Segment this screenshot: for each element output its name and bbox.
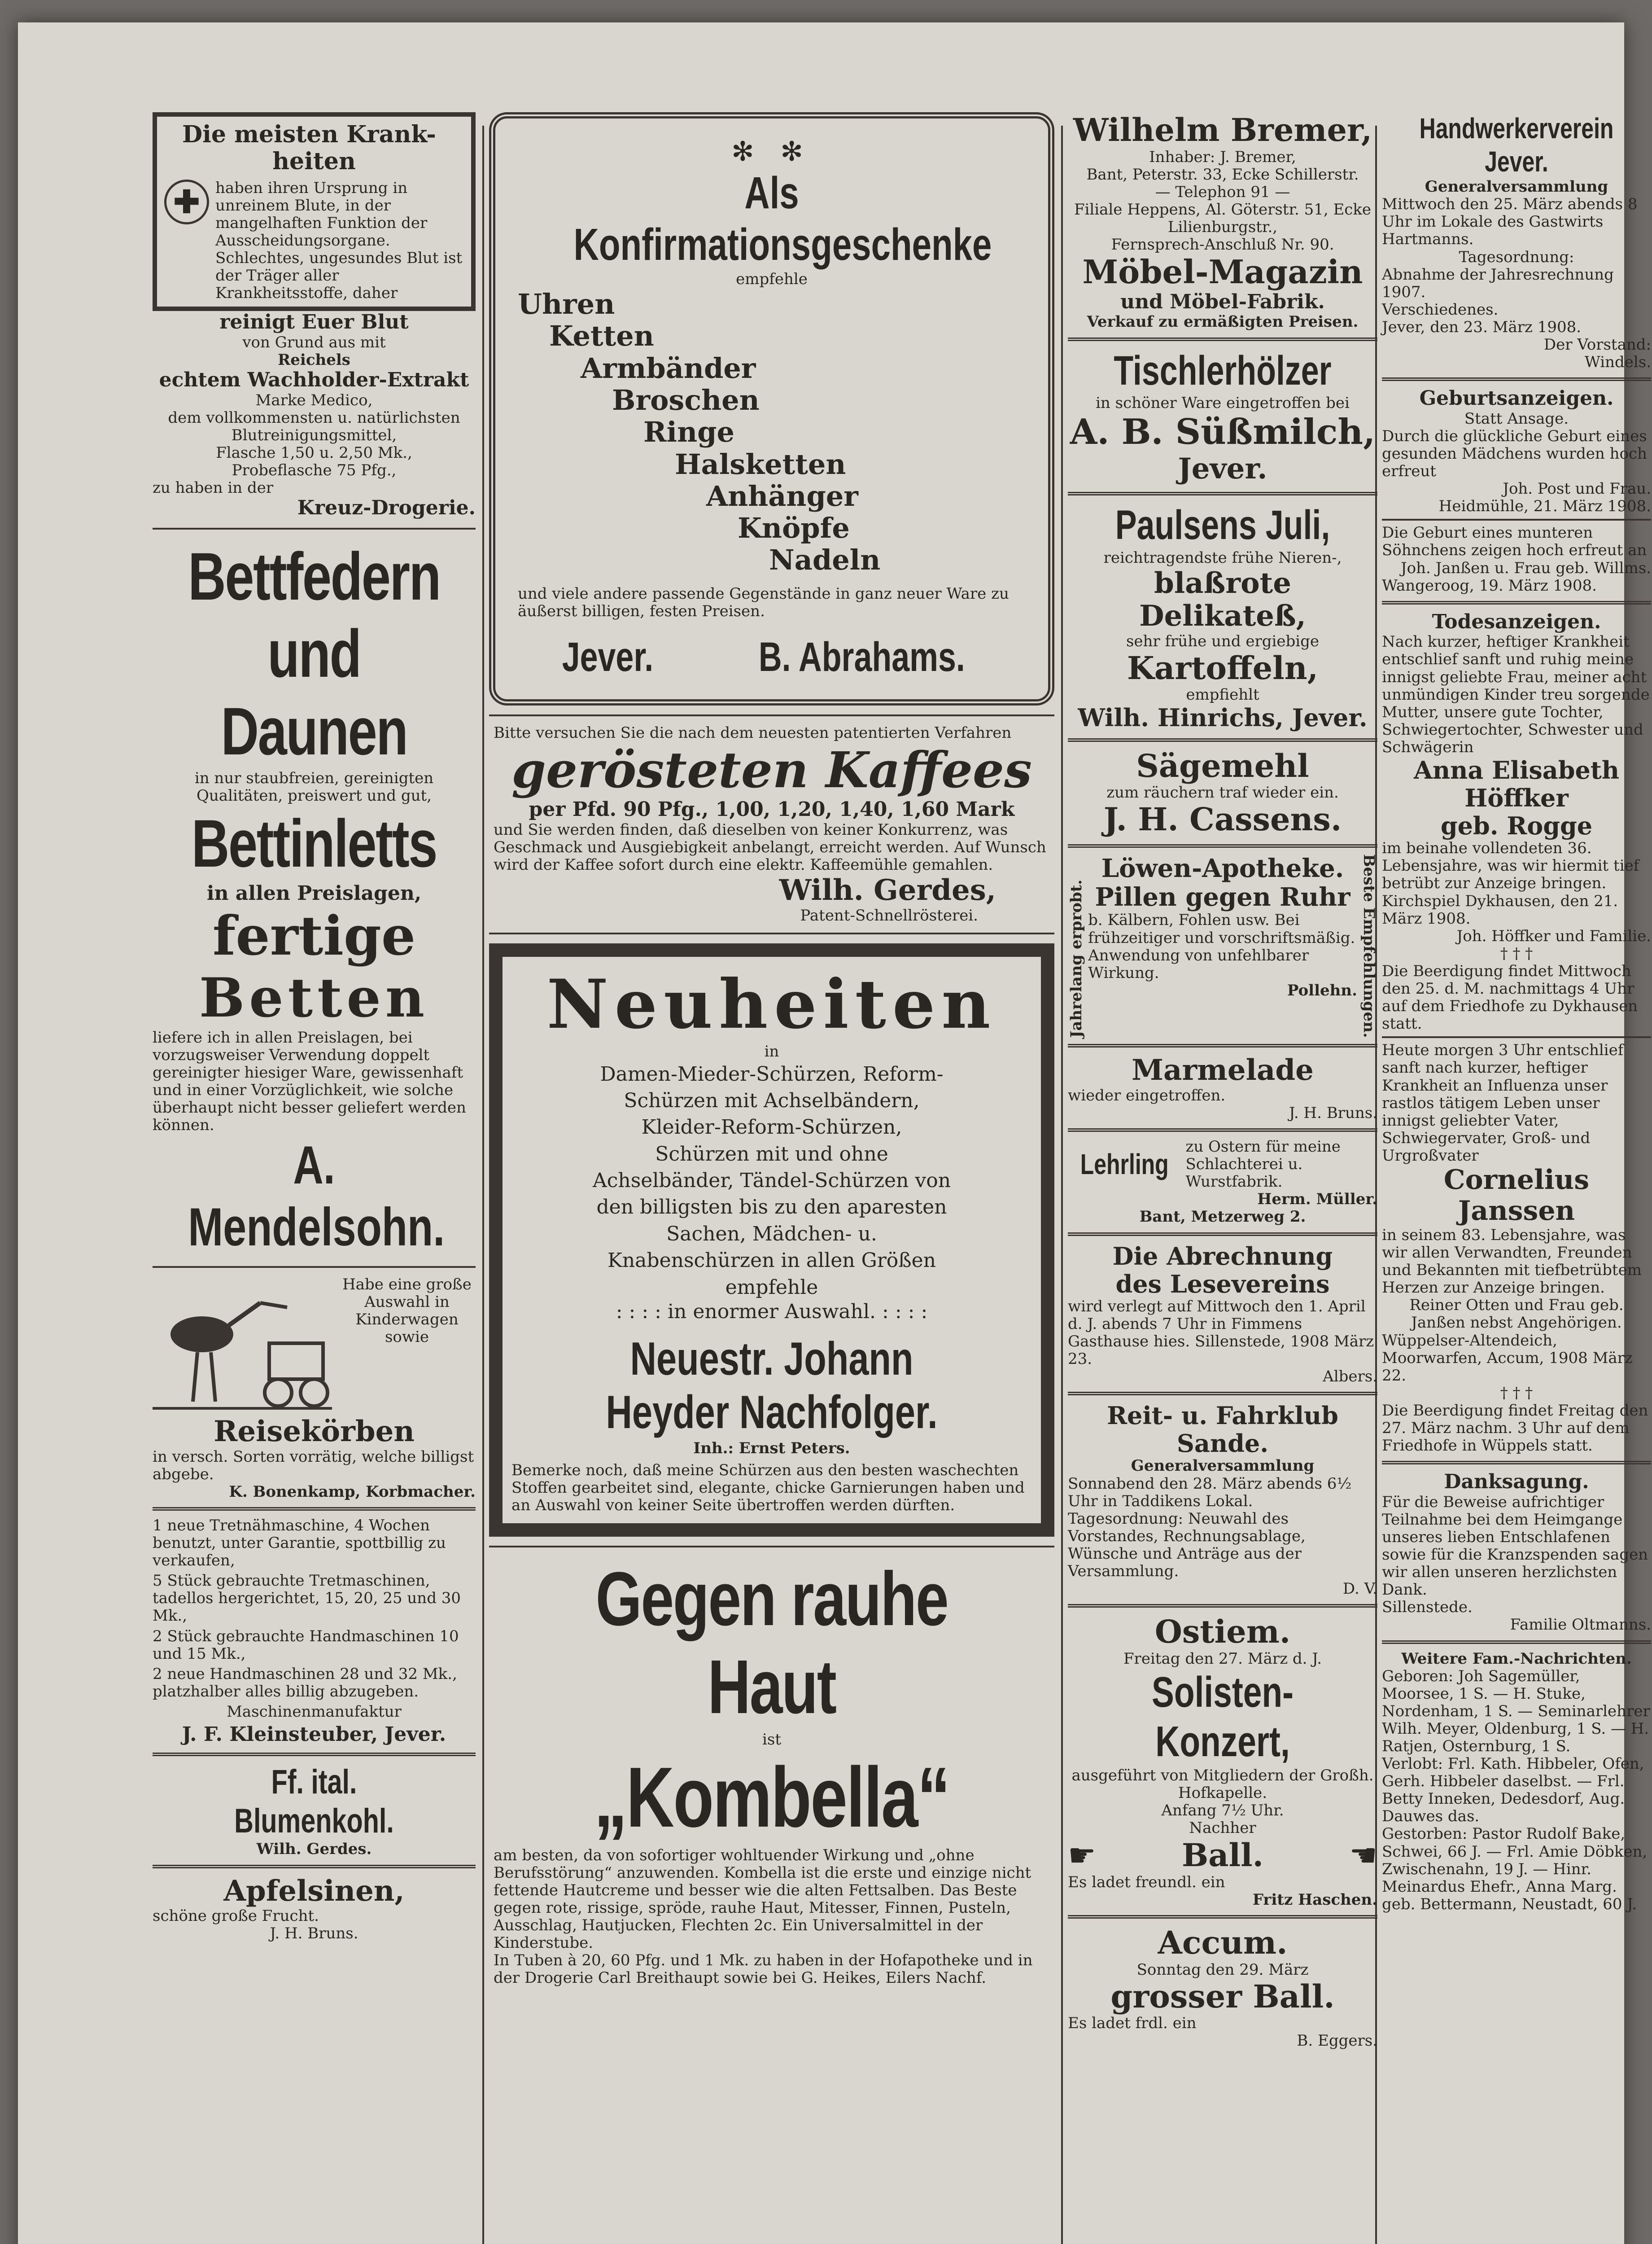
gift-item-list bbox=[518, 288, 1026, 576]
column-rule bbox=[482, 126, 484, 2244]
seller-name: J. H. Bruns. bbox=[270, 1924, 358, 1943]
ad-text: Sonntag den 29. März bbox=[1136, 1960, 1309, 1979]
ad-headline: Wilhelm Bremer, bbox=[1073, 111, 1372, 149]
ad-text: Bant, Peterstr. 33, Ecke Schillerstr. bbox=[1086, 165, 1359, 184]
section-heading: Danksagung. bbox=[1444, 1470, 1589, 1494]
ad-reading-club bbox=[1068, 1242, 1377, 1386]
cross-icon: † † † bbox=[1500, 1384, 1533, 1402]
gift-item: Ringe bbox=[643, 416, 734, 449]
ad-text: 2 neue Handmaschinen 28 und 32 Mk., platzhalber alles billig abzugeben. bbox=[153, 1665, 457, 1701]
place-name: Jever. bbox=[1178, 452, 1267, 486]
ad-text: empfehle bbox=[736, 270, 808, 288]
ad-headline: Gegen rauhe Haut bbox=[595, 1556, 948, 1730]
ad-marmalade bbox=[1068, 1054, 1377, 1122]
birth-notices bbox=[1382, 387, 1651, 595]
ad-text: schöne große Frucht. bbox=[153, 1907, 319, 1925]
ad-text: In Tuben à 20, 60 Pfg. und 1 Mk. zu haben in der Hofapotheke und in der Drogerie Carl Breithaupt sowie bei G. Heikes, Eilers Nachf. bbox=[494, 1951, 1033, 1987]
ad-text: Anfang 7½ Uhr. bbox=[1161, 1801, 1284, 1819]
ad-headline: Ball. bbox=[1181, 1836, 1264, 1874]
ad-text: 2 Stück gebrauchte Handmaschinen 10 und 15 Mk., bbox=[153, 1627, 459, 1663]
ad-text: liefere ich in allen Preislagen, bei vorzugsweiser Verwendung doppelt gereinigter hiesiger Ware, gewissenhaft und in einer Vorzüglichkeit, wie solche überhaupt nicht besser geliefert werden können. bbox=[153, 1028, 466, 1135]
ad-headline: Paulsens Juli, bbox=[1115, 502, 1330, 548]
ad-text: reichtragendste frühe Nieren-, bbox=[1103, 548, 1342, 567]
ad-text: 5 Stück gebrauchte Tretmaschinen, tadellos hergerichtet, 15, 20, 25 und 30 Mk., bbox=[153, 1572, 461, 1625]
ad-text: Maschinenmanufaktur bbox=[227, 1702, 402, 1721]
seller-name: J. H. Cassens. bbox=[1103, 801, 1342, 838]
deceased-name: Anna Elisabeth Höffker bbox=[1413, 756, 1620, 813]
section-heading: Weitere Fam.-Nachrichten. bbox=[1401, 1649, 1632, 1668]
ad-text: Verschiedenes. bbox=[1382, 300, 1499, 319]
ad-headline: Sande. bbox=[1176, 1429, 1269, 1458]
ad-headline: Neuheiten bbox=[546, 964, 997, 1044]
gift-item: Uhren bbox=[518, 288, 615, 321]
ad-headline: Apfelsinen, bbox=[223, 1874, 405, 1908]
pointing-hand-icon: ☚ bbox=[1349, 1836, 1377, 1874]
newspaper-page bbox=[18, 22, 1651, 2244]
ad-text: Geboren: Joh Sagemüller, Moorsee, 1 S. — H. Stuke, Nordenham, 1 S. — Seminarlehrer Wilh. Meyer, Oldenburg, 1 S. — H. Ratjen, Osternburg, 1 S. bbox=[1382, 1667, 1650, 1755]
ornament-icon: ✻ ✻ bbox=[731, 136, 812, 167]
ad-text: Flasche 1,50 u. 2,50 Mk., bbox=[216, 443, 412, 462]
column-4 bbox=[1382, 112, 1651, 1913]
column-2 bbox=[489, 112, 1054, 1987]
ad-text: : : : : in enormer Auswahl. : : : : bbox=[616, 1300, 928, 1324]
ad-headline: Sägemehl bbox=[1136, 747, 1309, 785]
ad-text: Tagesordnung: Neuwahl des Vorstandes, Rechnungsablage, Wünsche und Anträge aus der Versammlung. bbox=[1068, 1509, 1306, 1580]
ad-coffee bbox=[489, 724, 1054, 925]
product-name: Pillen gegen Ruhr bbox=[1095, 882, 1350, 912]
column-1 bbox=[153, 112, 476, 1942]
deceased-name: Cornelius Janssen bbox=[1443, 1164, 1590, 1227]
ad-headline: Löwen-Apotheke. bbox=[1101, 853, 1344, 883]
column-3 bbox=[1068, 112, 1377, 2050]
ad-headline: und Möbel-Fabrik. bbox=[1120, 290, 1325, 313]
seller-name: A. B. Süßmilch, bbox=[1070, 412, 1376, 453]
ad-text: Die Beerdigung findet Mittwoch den 25. d. M. nachmittags 4 Uhr auf dem Friedhofe zu Dykhausen statt. bbox=[1382, 962, 1638, 1033]
ad-text: Reiner Otten und Frau geb. Janßen nebst Angehörigen. bbox=[1409, 1296, 1624, 1332]
ad-timber bbox=[1068, 347, 1377, 486]
ad-headline: Lehrling bbox=[1080, 1148, 1169, 1180]
ad-text: Filiale Heppens, Al. Göterstr. 51, Ecke Lilienburgstr., bbox=[1074, 200, 1372, 236]
section-heading: Todesanzeigen. bbox=[1432, 610, 1601, 633]
ad-text: Gestorben: Pastor Rudolf Bake, Schwei, 66 J. — Frl. Amie Döbken, Zwischenahn, 19 J. — Hinr. Meinardus Ehefr., Anna Marg. geb. Bettermann, Neustadt, 60 J. bbox=[1382, 1825, 1648, 1913]
ad-text: Joh. Janßen u. Frau geb. Willms. bbox=[1400, 559, 1651, 577]
seller-name: Wilh. Gerdes, bbox=[779, 873, 996, 907]
ad-apprentice bbox=[1068, 1138, 1377, 1226]
ad-text: Verkauf zu ermäßigten Preisen. bbox=[1087, 313, 1359, 331]
ad-text: Mittwoch den 25. März abends 8 Uhr im Lokale des Gastwirts Hartmanns. bbox=[1382, 195, 1638, 249]
ad-text: wieder eingetroffen. bbox=[1068, 1086, 1226, 1104]
ad-sawdust bbox=[1068, 748, 1377, 838]
seller-name: D. V. bbox=[1342, 1580, 1377, 1598]
seller-name: A. Mendelsohn. bbox=[188, 1135, 445, 1258]
red-cross-icon: ✚ bbox=[164, 180, 209, 224]
seller-name: J. F. Kleinsteuber, Jever. bbox=[182, 1723, 446, 1746]
gift-item: Knöpfe bbox=[738, 512, 850, 545]
ad-text: Bemerke noch, daß meine Schürzen aus den besten waschechten Stoffen gearbeitet sind, elegante, chicke Garnierungen haben und an Auswahl von keiner Seite übertroffen werden dürften. bbox=[511, 1461, 1025, 1515]
gift-item: Halsketten bbox=[675, 447, 846, 481]
ad-craftsmen-association bbox=[1382, 112, 1651, 371]
ad-text: sehr frühe und ergiebige bbox=[1126, 632, 1320, 650]
gift-item: Armbänder bbox=[581, 351, 756, 385]
ad-headline: Handwerkerverein Jever. bbox=[1419, 112, 1614, 178]
ad-text: Sonnabend den 28. März abends 6½ Uhr in Taddikens Lokal. bbox=[1068, 1474, 1352, 1510]
ad-text: in bbox=[764, 1043, 779, 1061]
ad-text: Kirchspiel Dykhausen, den 21. März 1908. bbox=[1382, 892, 1618, 928]
ad-text: in versch. Sorten vorrätig, welche billigst abgebe. bbox=[153, 1447, 474, 1483]
ad-text: Bitte versuchen Sie die nach dem neuesten patentierten Verfahren bbox=[494, 723, 1012, 742]
ad-text: Wüppelser-Altendeich, Moorwarfen, Accum, 1908 März 22. bbox=[1382, 1331, 1633, 1385]
ad-text: Joh. Höffker und Familie. bbox=[1456, 927, 1651, 945]
ad-text: Reichels bbox=[278, 351, 350, 369]
ad-text: Der Vorstand: bbox=[1543, 336, 1651, 354]
gift-item: Nadeln bbox=[769, 543, 881, 577]
ad-potatoes bbox=[1068, 502, 1377, 732]
ad-headline: Reit- u. Fahrklub bbox=[1107, 1401, 1338, 1430]
ad-headline: Marmelade bbox=[1132, 1053, 1314, 1087]
stork-pram-icon bbox=[153, 1276, 332, 1415]
seller-name: Herm. Müller. bbox=[1257, 1190, 1377, 1209]
ad-text: Sillenstede. bbox=[1382, 1598, 1473, 1617]
ad-text: ist bbox=[762, 1731, 781, 1749]
gift-item: Broschen bbox=[612, 383, 760, 416]
ad-headline: gerösteten Kaffees bbox=[511, 741, 1032, 799]
ad-callout: reinigt Euer Blut bbox=[219, 311, 409, 334]
ad-text: zu Ostern für meine Schlachterei u. Wurstfabrik. bbox=[1185, 1138, 1341, 1191]
ad-subheadline: Generalversammlung bbox=[1425, 178, 1608, 196]
seller-name: Windels. bbox=[1584, 353, 1651, 372]
ad-text: Nach kurzer, heftiger Krankheit entschlief sanft und ruhig meine innigst geliebte Frau, meiner acht unmündigen Kinder treu sorgende Mutter, unsere gute Tochter, Schwiegertochter, Schwester und Schwägerin bbox=[1382, 633, 1650, 756]
ad-text: Für die Beweise aufrichtiger Teilnahme bei dem Heimgange unseres lieben Entschlafenen sowie für die Kranzspenden sagen wir allen unseren herzlichsten Dank. bbox=[1382, 1493, 1648, 1599]
seller-name: Albers. bbox=[1323, 1367, 1377, 1386]
price-line: per Pfd. 90 Pfg., 1,00, 1,20, 1,40, 1,60 Mark bbox=[529, 798, 1015, 821]
ad-text: Die Geburt eines munteren Söhnchens zeigen hoch erfreut an bbox=[1382, 524, 1647, 560]
ad-headline: Die meisten Krank- bbox=[182, 121, 436, 148]
ad-oranges bbox=[153, 1875, 476, 1943]
ad-text: ausgeführt von Mitgliedern der Großh. Hofkapelle. bbox=[1071, 1766, 1374, 1802]
ad-headline: blaßrote Delikateß, bbox=[1139, 566, 1306, 633]
ad-text: Statt Ansage. bbox=[1464, 409, 1569, 428]
ad-text: Marke Medico, bbox=[255, 391, 373, 409]
ad-text: Abnahme der Jahresrechnung 1907. bbox=[1382, 265, 1614, 301]
seller-name: B. Abrahams. bbox=[758, 634, 965, 680]
ad-text: Verlobt: Frl. Kath. Hibbeler, Ofen, Gerh. Hibbeler daselbst. — Frl. Betty Inneken, Dedesdorf, Aug. Dauwes das. bbox=[1382, 1755, 1644, 1826]
ad-text: von Grund aus mit bbox=[242, 333, 386, 351]
ad-text: zum räuchern traf wieder ein. bbox=[1106, 784, 1339, 802]
gift-item: Ketten bbox=[549, 320, 654, 353]
ad-sewing-machines bbox=[153, 1517, 476, 1746]
product-name: „Kombella“ bbox=[594, 1750, 949, 1845]
place-name: Jever. bbox=[562, 634, 654, 680]
ad-text: und viele andere passende Gegenstände in ganz neuer Ware zu äußerst billigen, festen Preisen. bbox=[518, 584, 1009, 620]
ad-subheadline: Generalversammlung bbox=[1131, 1457, 1315, 1475]
side-caption: Jahrelang erprobt. bbox=[1067, 879, 1085, 1038]
ad-bedding bbox=[153, 538, 476, 1258]
seller-name: Familie Oltmanns. bbox=[1510, 1616, 1651, 1634]
ad-text: Wangeroog, 19. März 1908. bbox=[1382, 576, 1597, 595]
ad-text: und Sie werden finden, daß dieselben von keiner Konkurrenz, was Geschmack und Ausgiebigkeit anbelangt, erreicht werden. Auf Wunsch wird der Kaffee sofort durch eine elektr. Kaffeemühle gemahlen. bbox=[494, 820, 1046, 874]
ad-headline: Bettinletts bbox=[191, 806, 437, 881]
ad-text: in schöner Ware eingetroffen bei bbox=[1096, 394, 1350, 412]
ad-text: Es ladet frdl. ein bbox=[1068, 2014, 1197, 2033]
ad-text: Freitag den 27. März d. J. bbox=[1123, 1649, 1322, 1668]
ad-headline: und Daunen bbox=[221, 616, 407, 769]
seller-name: J. H. Bruns. bbox=[1289, 1104, 1377, 1122]
ad-text: Heidmühle, 21. März 1908. bbox=[1438, 497, 1651, 516]
cross-icon: † † † bbox=[1500, 944, 1533, 963]
ad-text: zu haben in der bbox=[153, 479, 274, 497]
ad-text: in allen Preislagen, bbox=[206, 881, 422, 905]
ad-text: haben ihren Ursprung in unreinem Blute, in der mangelhaften Funktion der Ausscheidungsorgane. Schlechtes, ungesundes Blut ist der Träger aller Krankheitsstoffe, daher bbox=[215, 179, 463, 302]
ad-headline: des Lesevereins bbox=[1115, 1269, 1330, 1298]
ad-headline: fertige bbox=[212, 904, 416, 968]
ad-cauliflower bbox=[153, 1762, 476, 1858]
ad-headline: Ostiem. bbox=[1154, 1613, 1291, 1651]
ad-text: b. Kälbern, Fohlen usw. Bei frühzeitiger und vorschriftsmäßig. Anwendung von unfehlbarer Wirkung. bbox=[1088, 911, 1355, 982]
ad-headline: Als Konfirmationsgeschenke bbox=[573, 168, 992, 270]
deceased-name: geb. Rogge bbox=[1440, 811, 1593, 841]
ad-headline: Accum. bbox=[1158, 1924, 1288, 1962]
ad-aprons bbox=[489, 943, 1054, 1537]
ad-headline: Reisekörben bbox=[214, 1415, 415, 1449]
product-name: Kartoffeln, bbox=[1127, 649, 1318, 687]
ad-headline: heiten bbox=[272, 147, 356, 175]
ad-text: Damen-Mieder-Schürzen, Reform-Schürzen mit Achselbändern, Kleider-Reform-Schürzen, Schürzen mit und ohne Achselbänder, Tändel-Schürzen von den billigsten bis zu den aparesten Sachen, Mädchen- u. Knabenschürzen in allen Größen empfehle bbox=[592, 1062, 951, 1299]
ad-baskets bbox=[153, 1276, 476, 1501]
ad-text: dem vollkommensten u. natürlichsten Blutreinigungsmittel, bbox=[168, 408, 460, 444]
ad-text: Nachher bbox=[1189, 1819, 1256, 1837]
owner-name: Inh.: Ernst Peters. bbox=[693, 1439, 850, 1457]
ad-text: Durch die glückliche Geburt eines gesunden Mädchens wurden hoch erfreut bbox=[1382, 427, 1647, 481]
ad-text: in seinem 83. Lebensjahre, was wir allen Verwandten, Freunden und Bekannten mit tiefbetrübtem Herzen zur Anzeige bringen. bbox=[1382, 1226, 1642, 1297]
gift-item: Anhänger bbox=[706, 479, 858, 513]
seller-name: K. Bonenkamp, Korbmacher. bbox=[229, 1482, 476, 1501]
ad-text: Inhaber: J. Bremer, bbox=[1149, 148, 1296, 166]
ad-kombella bbox=[489, 1556, 1054, 1987]
seller-name: Kreuz-Drogerie. bbox=[297, 496, 476, 520]
seller-name: Wilh. Hinrichs, Jever. bbox=[1078, 703, 1368, 732]
ad-headline: Ff. ital. Blumenkohl. bbox=[234, 1762, 394, 1841]
ad-text: Die Beerdigung findet Freitag den 27. März nachm. 3 Uhr auf dem Friedhofe in Wüppels statt. bbox=[1382, 1401, 1648, 1455]
ad-text: Joh. Post und Frau. bbox=[1503, 480, 1651, 498]
column-rule bbox=[1061, 126, 1063, 2244]
ad-headline: Solisten-Konzert, bbox=[1151, 1668, 1294, 1766]
ad-text: Heute morgen 3 Uhr entschlief sanft nach kurzer, heftiger Krankheit an Influenza unser rastlos tätigem Leben unser innigst geliebter Vater, Schwiegervater, Groß- und Urgroßvater bbox=[1382, 1041, 1624, 1165]
ad-blood-purifier bbox=[153, 112, 476, 311]
seller-name: Fritz Haschen. bbox=[1252, 1891, 1377, 1909]
ad-riding-club bbox=[1068, 1402, 1377, 1598]
family-news bbox=[1382, 1650, 1651, 1913]
ad-text: in nur staubfreien, gereinigten Qualitäten, preiswert und gut, bbox=[194, 769, 434, 805]
ad-headline: grosser Ball. bbox=[1110, 1977, 1335, 2015]
ad-ball bbox=[1068, 1925, 1377, 2050]
seller-subtitle: Patent-Schnellrösterei. bbox=[800, 906, 978, 925]
section-heading: Geburtsanzeigen. bbox=[1419, 387, 1614, 410]
ad-text: Fernsprech-Anschluß Nr. 90. bbox=[1111, 235, 1334, 254]
ad-text: 1 neue Tretnähmaschine, 4 Wochen benutzt, unter Garantie, spottbillig zu verkaufen, bbox=[153, 1516, 446, 1570]
death-notices bbox=[1382, 611, 1651, 1455]
ad-text: — Telephon 91 — bbox=[1155, 183, 1290, 201]
ad-headline: Tischlerhölzer bbox=[1114, 347, 1332, 394]
ad-text: wird verlegt auf Mittwoch den 1. April d. J. abends 7 Uhr in Fimmens Gasthause hies. Sillenstede, 1908 März 23. bbox=[1068, 1297, 1374, 1368]
ad-text: Probeflasche 75 Pfg., bbox=[232, 461, 397, 479]
ad-text: Bant, Metzerweg 2. bbox=[1139, 1208, 1306, 1226]
seller-name: Wilh. Gerdes. bbox=[256, 1840, 372, 1858]
ad-headline: Bettfedern bbox=[188, 538, 440, 614]
ad-headline: Betten bbox=[199, 966, 429, 1030]
ad-confirmation-gifts bbox=[489, 112, 1054, 706]
ad-pharmacy bbox=[1068, 854, 1377, 1038]
seller-name: B. Eggers. bbox=[1297, 2032, 1377, 2050]
ad-text: Jever, den 23. März 1908. bbox=[1382, 318, 1582, 336]
ad-headline: Die Abrechnung bbox=[1112, 1241, 1333, 1271]
thanks-notice bbox=[1382, 1471, 1651, 1634]
ad-furniture bbox=[1068, 112, 1377, 331]
product-name: echtem Wachholder-Extrakt bbox=[159, 368, 469, 392]
ad-text: empfiehlt bbox=[1186, 686, 1259, 704]
ad-text: Tagesordnung: bbox=[1459, 248, 1574, 266]
seller-name: Neuestr. Johann Heyder Nachfolger. bbox=[606, 1332, 938, 1439]
ad-concert bbox=[1068, 1614, 1377, 1909]
side-caption: Beste Empfehlungen. bbox=[1360, 854, 1378, 1038]
ad-headline: Möbel-Magazin bbox=[1082, 253, 1363, 291]
ad-text: Habe eine große Auswahl in Kinderwagen sowie bbox=[342, 1275, 472, 1346]
pointing-hand-icon: ☛ bbox=[1068, 1836, 1096, 1874]
ad-text: am besten, da von sofortiger wohltuender Wirkung und „ohne Berufsstörung“ anzuwenden. Kombella ist die erste und einzige nicht fettende Hautcreme und besser wie die alten Fettsalben. Das Beste gegen rote, rissige, spröde, rauhe Haut, Mitesser, Finnen, Pusteln, Ausschlag, Hautjucken, Flechten 2c. Ein Universalmittel in der Kinderstube. bbox=[494, 1846, 1031, 1952]
ad-text: Es ladet freundl. ein bbox=[1068, 1873, 1225, 1891]
place-name: Pollehn. bbox=[1287, 981, 1357, 999]
ad-text: im beinahe vollendeten 36. Lebensjahre, was wir hiermit tief betrübt zur Anzeige bringen. bbox=[1382, 839, 1639, 893]
